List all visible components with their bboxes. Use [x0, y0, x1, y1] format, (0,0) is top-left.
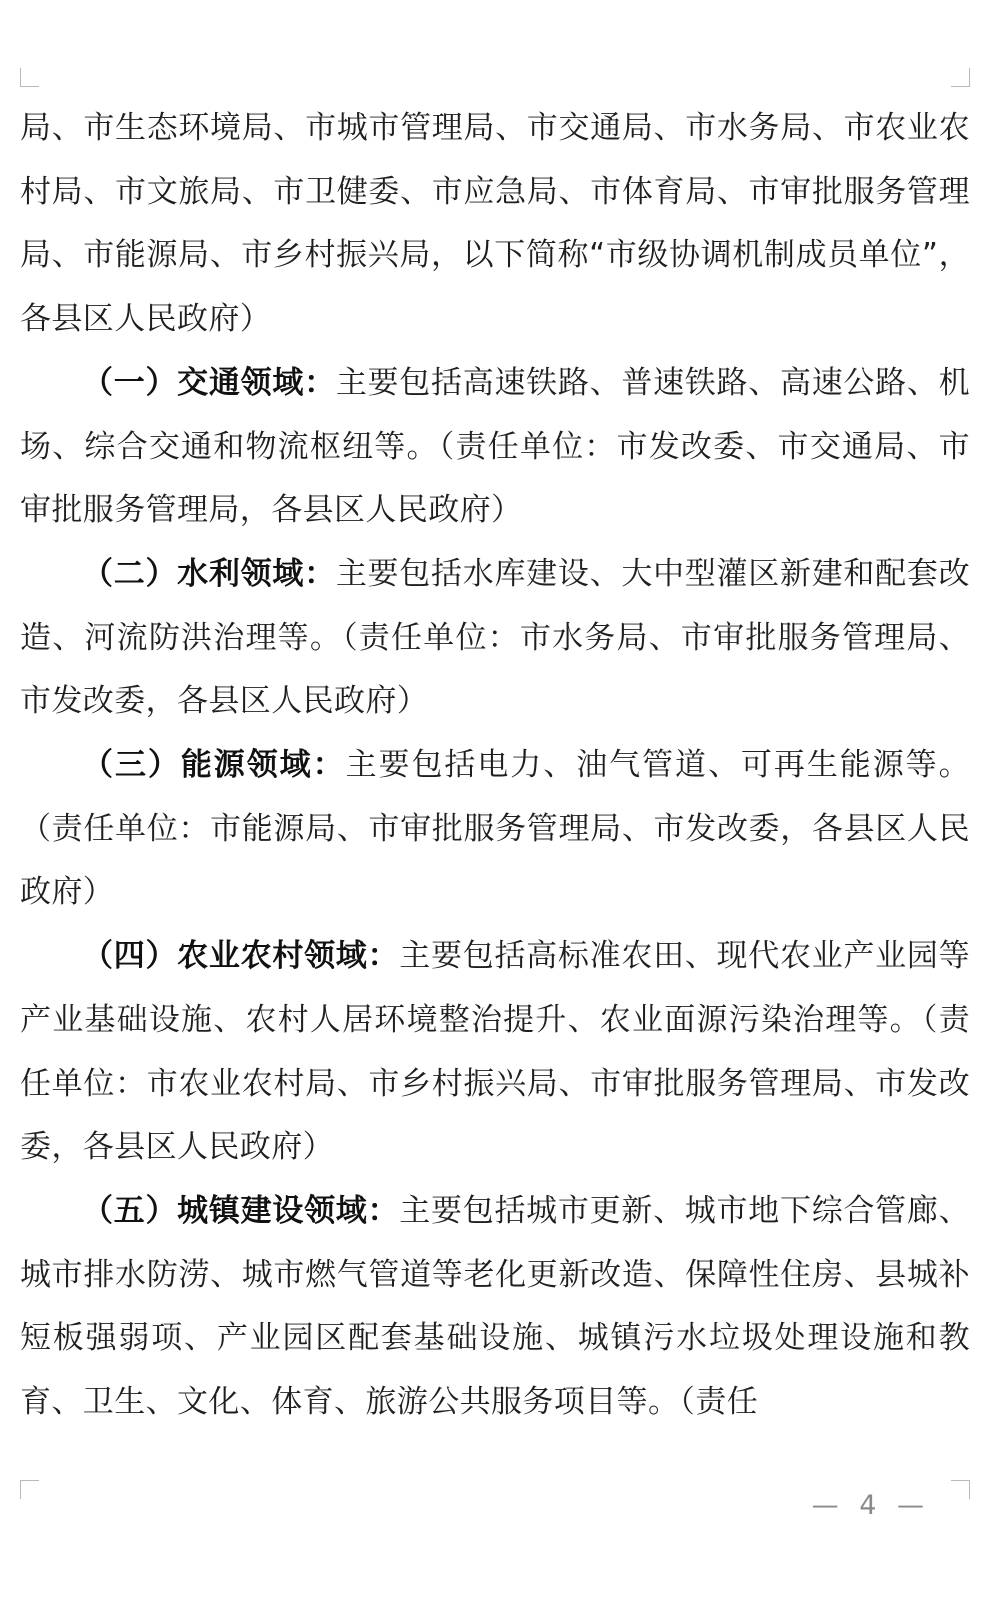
paragraph-urban-construction — [20, 1180, 970, 1435]
section-heading-urban-construction: （五）城镇建设领域： — [82, 1192, 400, 1229]
section-heading-energy: （三）能源领域： — [82, 747, 346, 784]
paragraph-transport — [20, 352, 970, 543]
document-body — [20, 97, 970, 1435]
section-heading-water: （二）水利领域： — [82, 555, 336, 592]
paragraph-text: 主要包括电力、油气管道、可再生能源等。（责任单位：市能源局、市审批服务管理局、市发改委，各县区人民政府） — [20, 747, 970, 911]
paragraph-text: 主要包括高标准农田、现代农业产业园等产业基础设施、农村人居环境整治提升、农业面源污染治理等。（责任单位：市农业农村局、市乡村振兴局、市审批服务管理局、市发改委，各县区人民政府） — [20, 938, 971, 1166]
paragraph-text: 局、市生态环境局、市城市管理局、市交通局、市水务局、市农业农村局、市文旅局、市卫健委、市应急局、市体育局、市审批服务管理局、市能源局、市乡村振兴局，以下简称“市级协调机制成员单位”，各县区人民政府） — [20, 110, 970, 338]
paragraph-continuation — [20, 97, 970, 352]
paragraph-energy — [20, 734, 970, 925]
crop-mark-top-right — [951, 68, 970, 87]
crop-mark-bottom-right — [951, 1480, 970, 1499]
paragraph-text: 主要包括高速铁路、普速铁路、高速公路、机场、综合交通和物流枢纽等。（责任单位：市发改委、市交通局、市审批服务管理局，各县区人民政府） — [20, 364, 971, 529]
crop-mark-top-left — [20, 68, 39, 87]
page-number: — 4 — — [811, 1490, 930, 1521]
paragraph-text: 主要包括城市更新、城市地下综合管廊、城市排水防涝、城市燃气管道等老化更新改造、保障性住房、县城补短板强弱项、产业园区配套基础设施、城镇污水垃圾处理设施和教育、卫生、文化、体育、旅游公共服务项目等。（责任 — [20, 1192, 971, 1421]
crop-mark-bottom-left — [20, 1480, 39, 1499]
section-heading-transport: （一）交通领域： — [82, 364, 336, 401]
paragraph-text: 主要包括水库建设、大中型灌区新建和配套改造、河流防洪治理等。（责任单位：市水务局、市审批服务管理局、市发改委，各县区人民政府） — [20, 555, 971, 720]
paragraph-water — [20, 543, 970, 734]
section-heading-agriculture: （四）农业农村领域： — [82, 938, 400, 975]
paragraph-agriculture — [20, 925, 970, 1180]
